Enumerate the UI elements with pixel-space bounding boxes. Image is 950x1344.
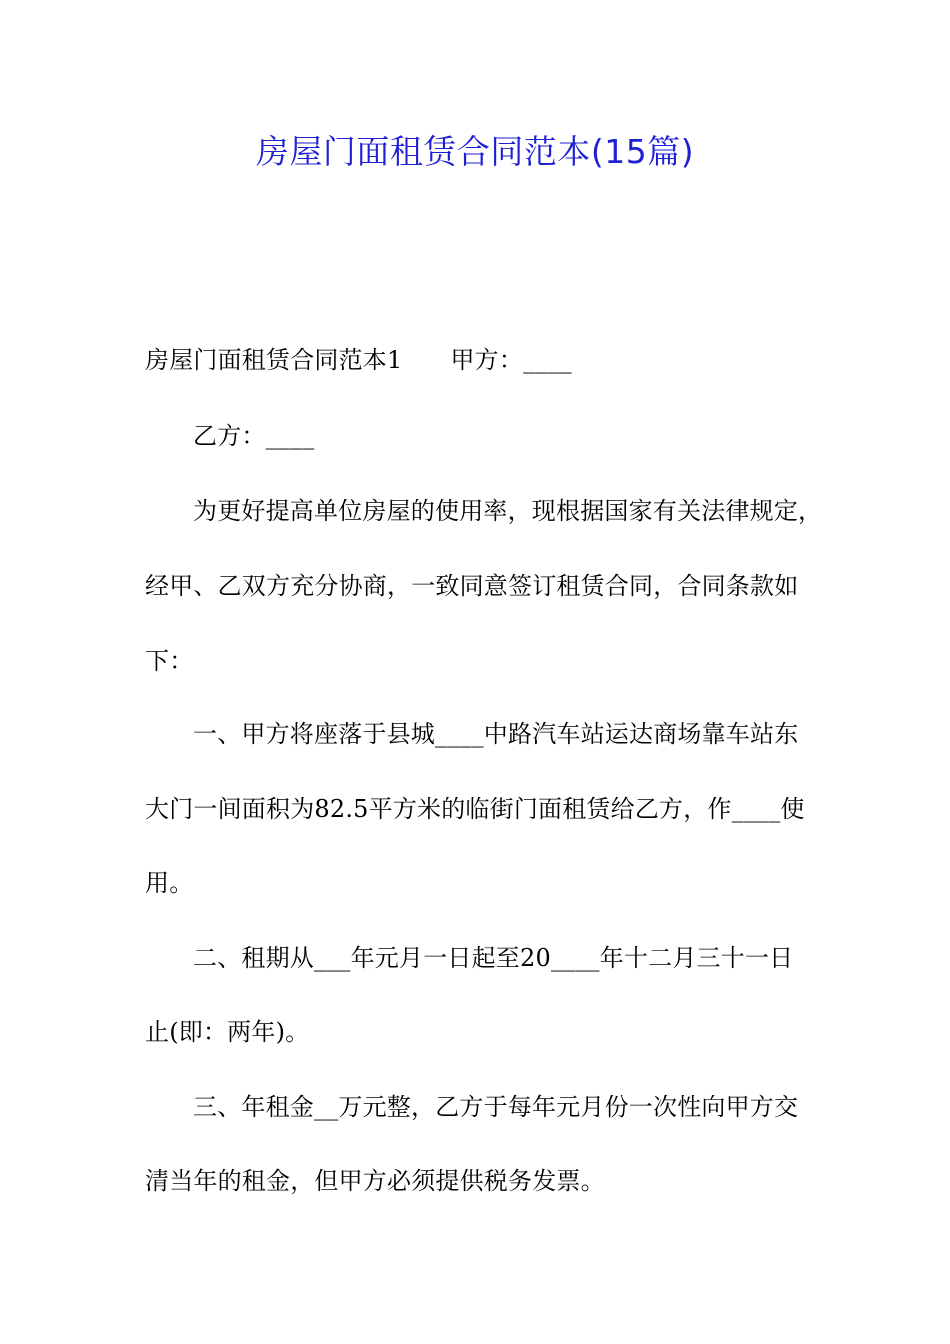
contract-heading-line — [145, 343, 572, 377]
paragraph-line: 为更好提高单位房屋的使用率，现根据国家有关法律规定， — [193, 497, 823, 525]
party-b-line: 乙方：____ — [193, 422, 315, 450]
clause-2-line: 止(即：两年)。 — [145, 1018, 310, 1046]
document-title: 房屋门面租赁合同范本(15篇) — [255, 132, 695, 171]
clause-2-line: 二、租期从___年元月一日起至20____年十二月三十一日 — [193, 944, 794, 972]
clause-3-line: 清当年的租金，但甲方必须提供税务发票。 — [145, 1167, 605, 1195]
paragraph-line: 下： — [145, 647, 194, 675]
clause-3-line: 三、年租金__万元整，乙方于每年元月份一次性向甲方交 — [193, 1093, 799, 1121]
contract-number-label: 房屋门面租赁合同范本1 — [145, 346, 403, 374]
clause-1-line: 大门一间面积为82.5平方米的临街门面租赁给乙方，作____使 — [145, 795, 805, 823]
party-a-field: 甲方：____ — [450, 346, 572, 374]
clause-1-line: 一、甲方将座落于县城____中路汽车站运达商场靠车站东 — [193, 720, 799, 748]
paragraph-line: 经甲、乙双方充分协商，一致同意签订租赁合同，合同条款如 — [145, 572, 799, 600]
clause-1-line: 用。 — [145, 869, 194, 897]
